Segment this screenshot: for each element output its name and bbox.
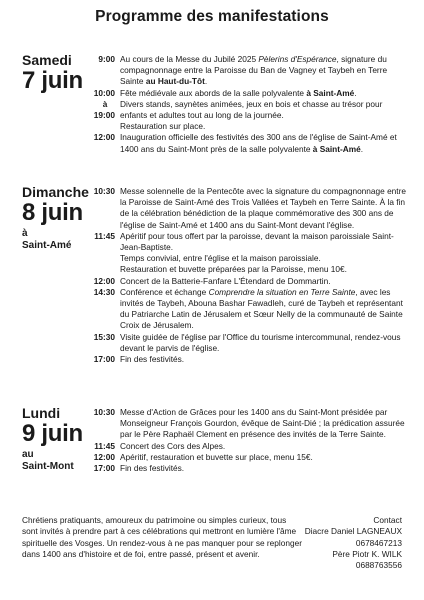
event-text: Apéritif pour tous offert par la paroisse, devant la maison paroissiale Saint-Jean-Baptiste. — [120, 230, 394, 253]
event-text: Fête médiévale aux abords de la salle polyvalente à Saint-Amé. — [120, 87, 357, 98]
event-item — [90, 253, 412, 264]
day-monday — [22, 405, 412, 473]
event-item — [90, 287, 412, 332]
event-item — [90, 452, 412, 463]
day-place: Saint-Amé — [22, 240, 72, 251]
event-text: Inauguration officielle des festivités des 300 ans de l'église de Saint-Amé et 1400 ans du Saint-Mont près de la salle polyvalente à Saint-Amé. — [120, 132, 397, 154]
event-time: 14:30 — [93, 286, 115, 297]
footer-description: Chrétiens pratiquants, amoureux du patrimoine ou simples curieux, tous sont invités à prendre part à ces célébrations qui mettront en lumière l'âme spirituelle des Vosges. Un rendez-vous à ne pas manquer pour se replonger dans 1400 ans d'histoire et de foi, entre passé, présent et avenir. — [22, 515, 302, 559]
contact-label: Contact — [373, 515, 402, 525]
event-item — [90, 132, 412, 154]
event-time: 12:00 — [93, 275, 115, 286]
event-text: Restauration et buvette préparées par la Paroisse, menu 10€. — [120, 264, 347, 275]
page-title: Programme des manifestations — [95, 8, 329, 25]
contact-block — [292, 515, 402, 571]
event-item — [90, 54, 412, 88]
day-name: Dimanche — [22, 184, 89, 200]
event-text: enfants et adultes tout au long de la journée. — [120, 110, 284, 121]
event-text: Apéritif, restauration et buvette sur place, menu 15€. — [120, 451, 313, 462]
event-text: Conférence et échange Comprendre la situation en Terre Sainte, avec les invités de Taybeh, Abouna Bashar Fawadleh, curé de Taybeh et représentant du Patriarche Latin de Jérusalem et Sœur Nelly de la communauté de Sainte Croix de Jérusalem. — [120, 286, 403, 331]
event-time: 11:45 — [94, 230, 115, 241]
event-time — [90, 253, 120, 264]
event-text: Concert des Cors des Alpes. — [120, 440, 226, 451]
event-item — [90, 99, 412, 110]
event-text: Divers stands, saynètes animées, jeux en bois et chasse au trésor pour — [120, 98, 383, 109]
event-time: 17:00 — [93, 463, 115, 474]
event-time: 11:45 — [94, 440, 115, 451]
day-date: 8 juin — [22, 199, 83, 226]
event-list — [90, 407, 412, 474]
event-item — [90, 463, 412, 474]
event-item — [90, 332, 412, 354]
event-time: 10:30 — [93, 186, 115, 196]
event-time — [90, 121, 120, 132]
day-place-prefix: au — [22, 449, 34, 460]
event-text: Fin des festivités. — [120, 463, 185, 474]
day-place-prefix: à — [22, 228, 28, 239]
event-list — [90, 54, 412, 155]
event-item — [90, 441, 412, 452]
event-item — [90, 231, 412, 253]
day-date: 9 juin — [22, 420, 83, 447]
event-time: à — [102, 98, 108, 109]
event-text: Restauration sur place. — [120, 121, 206, 132]
event-item — [90, 110, 412, 121]
event-item — [90, 354, 412, 365]
contact-phone: 0688763556 — [355, 560, 402, 571]
event-item — [90, 407, 412, 441]
event-time: 19:00 — [93, 110, 115, 121]
event-time: 15:30 — [93, 331, 115, 342]
event-item — [90, 121, 412, 132]
event-item — [90, 186, 412, 231]
event-time: 10:00 — [93, 87, 115, 98]
day-sunday — [22, 184, 412, 365]
contact-phone: 0678467213 — [355, 537, 402, 548]
contact-name: Diacre Daniel LAGNEAUX — [304, 526, 402, 537]
event-text: Fin des festivités. — [120, 354, 185, 365]
event-item — [90, 88, 412, 99]
day-name: Samedi — [22, 52, 72, 68]
day-name: Lundi — [22, 405, 61, 421]
event-time: 17:00 — [93, 354, 115, 365]
contact-name: Père Piotr K. WILK — [332, 548, 402, 559]
event-time: 12:00 — [93, 451, 115, 462]
event-text: Messe solennelle de la Pentecôte avec la signature du compagnonnage entre la Paroisse de Saint-Amé des Trois Vallées et Taybeh en Terre Sainte. À la fin de la célébration bénédiction de la plaque commémorative des 300 ans de l'église de Saint-Amé et 1400 ans du Saint-Mont devant l'église. — [120, 186, 406, 230]
event-text: Messe d'Action de Grâces pour les 1400 ans du Saint-Mont présidée par Monseigneur François Gourdon, évêque de Saint-Dié ; la prédication assurée par le Père Raphaël Clement en présence des invités de la Terre Sainte. — [120, 407, 405, 440]
event-time — [90, 264, 120, 275]
event-list — [90, 186, 412, 365]
event-time: 9:00 — [98, 54, 115, 64]
event-time: 12:00 — [93, 132, 115, 143]
event-item — [90, 276, 412, 287]
event-text: Temps convivial, entre l'église et la maison paroissiale. — [120, 253, 321, 264]
event-text: Concert de la Batterie-Fanfare L'Étendard de Dommartin. — [120, 275, 331, 286]
event-text: Au cours de la Messe du Jubilé 2025 Pèlerins d'Espérance, signature du compagnonnage entre la Paroisse du Ban de Vagney et Taybeh en Terre Sainte au Haut-du-Tôt. — [120, 54, 388, 87]
event-item — [90, 264, 412, 275]
day-date: 7 juin — [22, 67, 83, 94]
event-time: 10:30 — [93, 407, 115, 417]
event-text: Visite guidée de l'église par l'Office du tourisme intercommunal, rendez-vous devant le parvis de l'église. — [120, 331, 401, 353]
day-saturday — [22, 52, 412, 154]
day-place: Saint-Mont — [22, 461, 74, 472]
